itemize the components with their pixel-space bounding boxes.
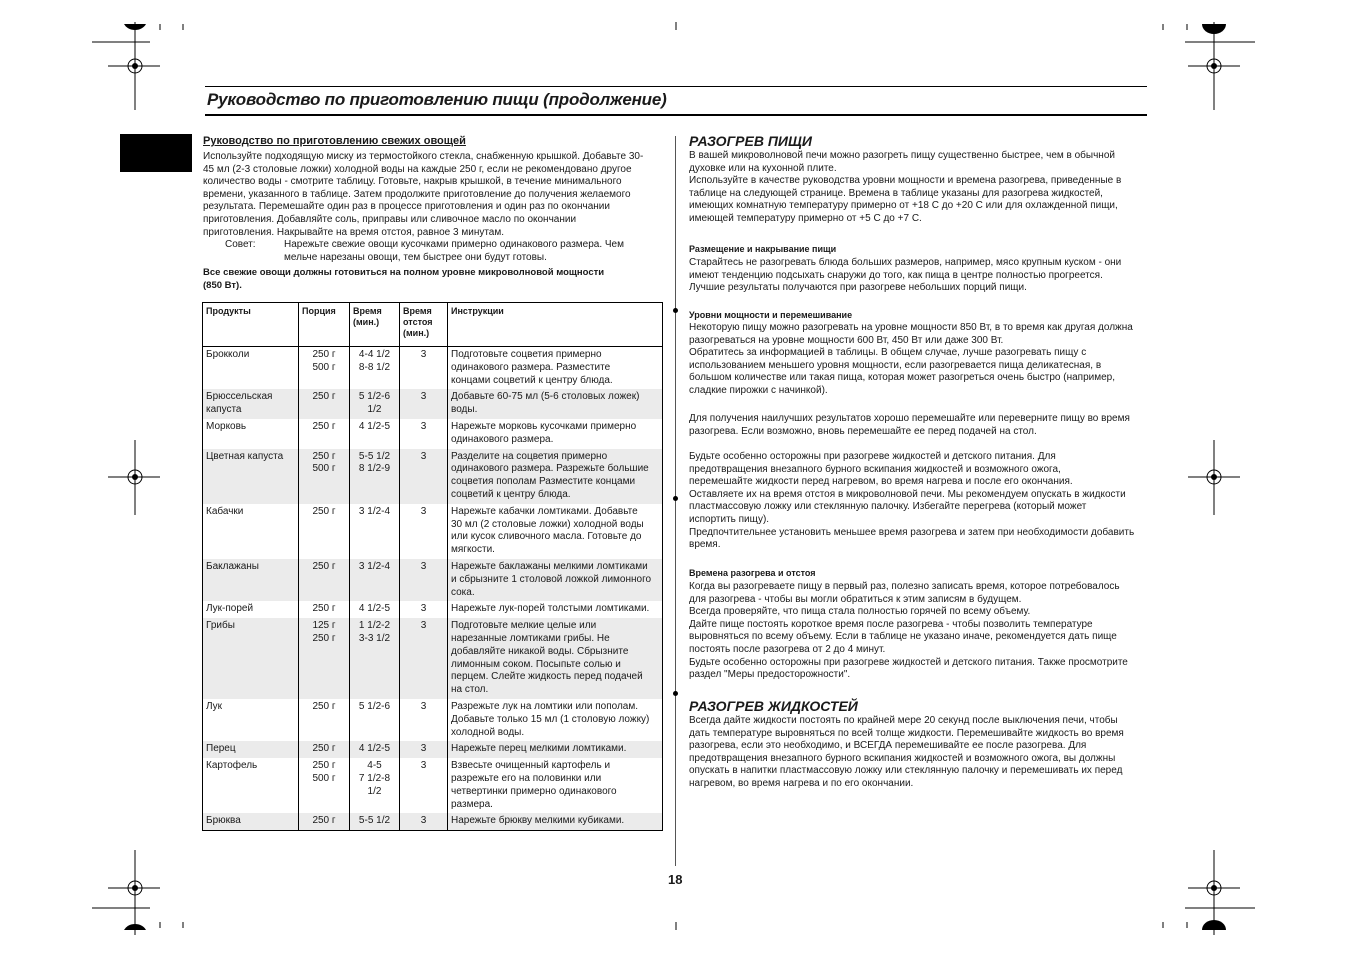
vegetables-table: [202, 302, 663, 831]
page-title: Руководство по приготовлению пищи (продолжение): [207, 90, 667, 109]
page-number: 18: [668, 872, 683, 887]
cell-portion: 250 г 500 г: [299, 449, 350, 504]
table-row: [203, 741, 663, 758]
power-subheading: Уровни мощности и перемешивание: [689, 310, 853, 320]
header-bottom-rule: [205, 114, 1147, 116]
cell-standing: 3: [400, 449, 448, 504]
table-row: [203, 813, 663, 830]
cell-instructions: Нарежьте брюкву мелкими кубиками.: [448, 813, 663, 830]
cell-product: Брокколи: [203, 347, 299, 390]
bullet-liquids-heading: [673, 691, 678, 696]
cell-portion: 250 г: [299, 419, 350, 449]
table-row: [203, 601, 663, 618]
cell-instructions: Нарежьте кабачки ломтиками. Добавьте 30 мл (2 столовые ложки) холодной воды или кусок сливочного масла. Готовьте до мягкости.: [451, 505, 644, 556]
cell-portion: 250 г 500 г: [299, 347, 350, 390]
cell-product: Лук-порей: [203, 601, 299, 618]
col-header-standing: Время отстоя (мин.): [400, 303, 448, 347]
cell-standing: 3: [400, 559, 448, 601]
cell-portion: 250 г 500 г: [299, 758, 350, 813]
cell-portion: 250 г: [299, 559, 350, 601]
table-row: [203, 419, 663, 449]
cell-time: 3 1/2-4: [350, 559, 400, 601]
table-row: [203, 389, 663, 419]
cell-portion: 250 г: [299, 699, 350, 741]
cell-instructions: Разделите на соцветия примерно одинакового размера. Разрежьте большие соцветия пополам Разместите концами соцветий к центру блюда.: [448, 449, 663, 504]
table-row: [203, 758, 663, 813]
cell-portion: 250 г: [299, 504, 350, 559]
table-header-row: [203, 303, 663, 347]
cell-standing: 3: [400, 419, 448, 449]
cell-instructions: Разрежьте лук на ломтики или пополам. Добавьте только 15 мл (1 столовую ложку) холодной воды.: [451, 700, 650, 738]
cell-standing: 3: [400, 813, 448, 830]
bullet-liquids: [673, 496, 678, 501]
cell-product: Цветная капуста: [203, 449, 299, 504]
cell-instructions: Взвесьте очищенный картофель и разрежьте его на половинки или четвертинки примерно одинакового размера.: [451, 760, 617, 810]
tip-text: Нарежьте свежие овощи кусочками примерно одинакового размера. Чем мельче нарезаны овощи, тем быстрее они будут готовы.: [284, 239, 624, 263]
cell-portion: 250 г: [299, 601, 350, 618]
cell-product: Баклажаны: [203, 559, 299, 601]
col-header-portion: Порция: [299, 303, 350, 347]
col-header-product: Продукты: [203, 303, 299, 347]
col-header-time: Время (мин.): [350, 303, 400, 347]
cell-product: Перец: [203, 741, 299, 758]
cell-time: 1 1/2-2 3-3 1/2: [350, 618, 400, 699]
cell-standing: 3: [400, 347, 448, 390]
bullet-power: [673, 308, 678, 313]
table-row: [203, 559, 663, 601]
stirring-text: Для получения наилучших результатов хорошо перемешайте или переверните пищу во время разогрева. Если возможно, вновь перемешайте ее перед подачей на стол.: [689, 413, 1130, 437]
cell-product: Брюссельская капуста: [203, 389, 299, 419]
cell-time: 5 1/2-6: [350, 699, 400, 741]
power-text: Некоторую пищу можно разогревать на уровне мощности 850 Вт, в то время как другая должна разогреваться на уровне мощности 600 Вт, 450 Вт или даже 300 Вт. Обратитесь за информацией в таблицы. В общем случае, лучше разогревать пищу с использованием меньшего уровня мощности, если разогревается пища деликатесная, в большом количестве или такая пища, которая может разогреться очень быстро (например, сладкие пирожки с начинкой).: [689, 322, 1133, 396]
times-subheading: Времена разогрева и отстоя: [689, 568, 816, 578]
cell-time: 5-5 1/2 8 1/2-9: [350, 449, 400, 504]
vegetables-intro: Используйте подходящую миску из термостойкого стекла, снабженную крышкой. Добавьте 30- 45 мл (2-3 столовые ложки) холодной воды на каждые 250 г, если не рекомендовано другое количество воды - смотрите таблицу. Готовьте, накрыв крышкой, в течение минимального времени, указанного в таблице. Затем продолжите приготовление до получения желаемого результата. Перемешайте один раз в процессе приготовления и один раз по окончании приготовления. Добавляйте соль, приправы или сливочное масло по окончании приготовления. Накрывайте на время отстоя, равное 3 минутам.: [203, 151, 644, 238]
cell-standing: 3: [400, 758, 448, 813]
liquids-text: Всегда дайте жидкости постоять по крайней мере 20 секунд после выключения печи, чтобы дать температуре выровняться по всей толще жидкости. Перемешивайте жидкость во время разогрева, если это необходимо, и ВСЕГДА перемешивайте ее после разогрева. Для предотвращения внезапного бурного вскипания жидкостей и возможного ожога, вы должны опускать в напитки пластмассовую ложку или стеклянную палочку и перемешивать их перед нагревом, во время нагрева и по его окончании.: [689, 715, 1124, 789]
cell-standing: 3: [400, 601, 448, 618]
placement-subheading: Размещение и накрывание пищи: [689, 244, 837, 254]
cell-time: 3 1/2-4: [350, 504, 400, 559]
cell-time: 4 1/2-5: [350, 419, 400, 449]
cell-instructions: Нарежьте морковь кусочками примерно одинакового размера.: [451, 420, 637, 445]
cell-standing: 3: [400, 618, 448, 699]
section-tab-marker: [120, 134, 192, 172]
cell-instructions: Подготовьте соцветия примерно одинакового размера. Разместите концами соцветий к центру блюда.: [451, 349, 613, 386]
cell-time: 5 1/2-6 1/2: [350, 389, 400, 419]
table-row: [203, 618, 663, 699]
cell-instructions: Нарежьте лук-порей толстыми ломтиками.: [451, 603, 650, 615]
cell-standing: 3: [400, 504, 448, 559]
tip-label: Совет:: [225, 239, 256, 250]
cell-product: Брюква: [203, 813, 299, 830]
cell-time: 4 1/2-5: [350, 741, 400, 758]
cell-time: 4-5 7 1/2-8 1/2: [350, 758, 400, 813]
table-row: [203, 699, 663, 741]
liquids-heading: РАЗОГРЕВ ЖИДКОСТЕЙ: [689, 698, 858, 714]
cell-portion: 250 г: [299, 741, 350, 758]
column-divider: [675, 136, 676, 866]
header-top-rule: [205, 86, 1147, 87]
cell-time: 4-4 1/2 8-8 1/2: [350, 347, 400, 390]
reheating-heading: РАЗОГРЕВ ПИЩИ: [689, 133, 812, 149]
table-row: [203, 347, 663, 390]
cell-instructions: Нарежьте баклажаны мелкими ломтиками и сбрызните 1 столовой ложкой лимонного сока.: [448, 559, 663, 601]
table-row: [203, 504, 663, 559]
cell-portion: 250 г: [299, 389, 350, 419]
cell-instructions: Нарежьте перец мелкими ломтиками.: [448, 741, 663, 758]
times-text: Когда вы разогреваете пищу в первый раз, полезно записать время, которое потребовалось для разогрева - чтобы вы могли обратиться к этим записям в будущем. Всегда проверяйте, что пища стала полностью горячей по всему объему. Дайте пище постоять короткое время после разогрева - чтобы позволить температуре выровняться по всему объему. Если в таблице не указано иначе, рекомендуется дать пище постоять после разогрева от 2 до 4 минут. Будьте особенно осторожны при разогреве жидкостей и детского питания. Также просмотрите раздел "Меры предосторожности".: [689, 581, 1128, 681]
table-row: [203, 449, 663, 504]
liquids-caution-text: Будьте особенно осторожны при разогреве жидкостей и детского питания. Для предотвращения внезапного бурного вскипания жидкостей и возможного ожога, перемешайте жидкости перед нагревом, во время нагрева и после его окончания. Оставляете их на время отстоя в микроволновой печи. Мы рекомендуем опускать в жидкости пластмассовую ложку или стеклянную палочку. Избегайте перегрева (который может испортить пищу). Предпочтительнее установить меньшее время разогрева и затем при необходимости добавить время.: [689, 451, 1135, 551]
cell-standing: 3: [400, 741, 448, 758]
cell-time: 5-5 1/2: [350, 813, 400, 830]
col-header-instructions: Инструкции: [448, 303, 663, 347]
cell-portion: 250 г: [299, 813, 350, 830]
cell-standing: 3: [400, 389, 448, 419]
vegetables-heading: Руководство по приготовлению свежих овощей: [203, 135, 466, 147]
cell-standing: 3: [400, 699, 448, 741]
placement-text: Старайтесь не разогревать блюда больших размеров, например, мясо крупным куском - они имеют тенденцию подсыхать снаружи до того, как пища в центре полностью прогреется. Лучшие результаты получаются при разогреве небольших порций пищи.: [689, 257, 1122, 294]
cell-time: 4 1/2-5: [350, 601, 400, 618]
reheating-intro: В вашей микроволновой печи можно разогреть пищу существенно быстрее, чем в обычной духовке или на кухонной плите. Используйте в качестве руководства уровни мощности и времена разогрева, приведенные в таблице на следующей странице. Времена в таблице указаны для разогрева жидкостей, имеющих комнатную температуру примерно от +18 С до +20 С или для охлажденной пищи, имеющей температуру примерно от +5 С до +7 С.: [689, 150, 1122, 224]
cell-product: Картофель: [203, 758, 299, 813]
cell-product: Морковь: [203, 419, 299, 449]
cell-product: Грибы: [203, 618, 299, 699]
power-note: Все свежие овощи должны готовиться на полном уровне микроволновой мощности (850 Вт).: [203, 267, 605, 291]
cell-instructions: Подготовьте мелкие целые или нарезанные ломтиками грибы. Не добавляйте никакой воды. Сбрызните лимонным соком. Посыпьте солью и перцем. Слейте жидкость перед подачей на стол.: [448, 618, 663, 699]
cell-product: Кабачки: [203, 504, 299, 559]
cell-instructions: Добавьте 60-75 мл (5-6 столовых ложек) воды.: [448, 389, 663, 419]
cell-product: Лук: [203, 699, 299, 741]
cell-portion: 125 г 250 г: [299, 618, 350, 699]
